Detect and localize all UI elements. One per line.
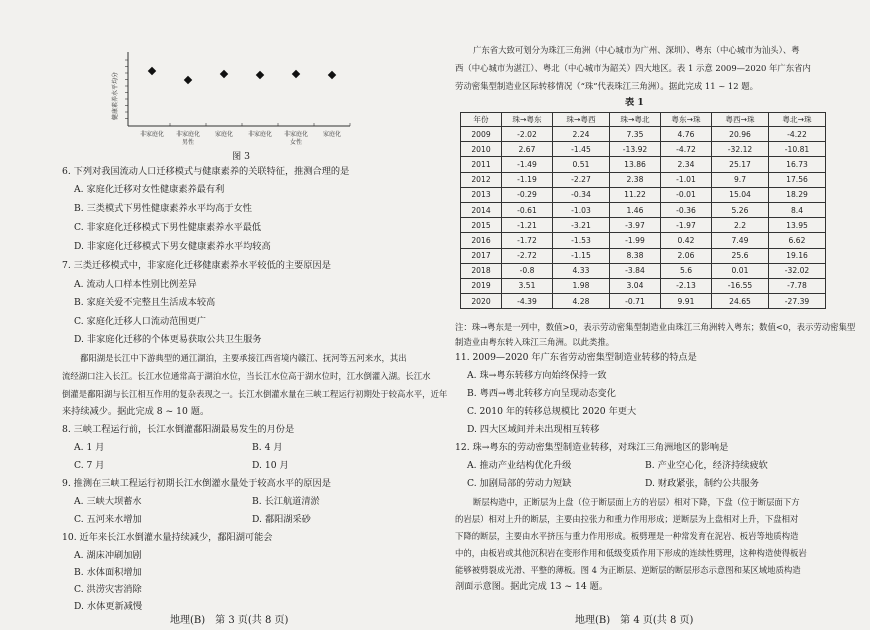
q9-stem: 9. 推测在三峡工程运行初期长江水倒灌水量处于较高水平的原因是: [62, 478, 331, 489]
table-cell: 13.86: [610, 157, 661, 172]
table-cell: 15.04: [712, 187, 769, 202]
table-cell: -10.81: [769, 142, 826, 157]
transfer-table: [460, 112, 826, 309]
table-row: [461, 172, 826, 187]
table-cell: 13.95: [769, 218, 826, 233]
figure-3-chart: [0, 0, 435, 160]
table-cell: 7.49: [712, 233, 769, 248]
table-cell: 1.46: [610, 202, 661, 217]
q9-option-a: A. 三峡大坝蓄水: [74, 496, 142, 507]
data-point: [148, 67, 156, 75]
table-row: [461, 157, 826, 172]
table-cell: 19.16: [769, 248, 826, 263]
q7-option-b: B. 家庭关爱不完整且生活成本较高: [74, 297, 216, 308]
q7-stem: 7. 三类迁移模式中，非家庭化迁移健康素养水平较低的主要原因是: [62, 260, 331, 271]
passage2-line-3: 下降的断层，主要由水平挤压与重力作用形成。板劈理是一种常发育在泥岩、板岩等地质构造: [455, 531, 799, 541]
table-cell: 6.62: [769, 233, 826, 248]
x-category-label: 非家庭化: [139, 131, 165, 138]
q10-option-b: B. 水体面积增加: [74, 567, 142, 578]
table-cell: -1.19: [502, 172, 553, 187]
table-cell: -4.22: [769, 127, 826, 142]
table-cell: 25.6: [712, 248, 769, 263]
table-cell: -0.8: [502, 263, 553, 278]
table-cell: 9.7: [712, 172, 769, 187]
q12-stem: 12. 珠→粤东的劳动密集型制造业转移，对珠江三角洲地区的影响是: [455, 442, 729, 453]
table-cell: 0.51: [553, 157, 610, 172]
table-cell: -32.12: [712, 142, 769, 157]
table-cell: 2.38: [610, 172, 661, 187]
table-cell: -1.45: [553, 142, 610, 157]
q8-option-d: D. 10 月: [252, 460, 289, 471]
table-cell: 25.17: [712, 157, 769, 172]
table-cell: -0.36: [661, 202, 712, 217]
table-cell: 2013: [461, 187, 502, 202]
table-cell: 0.42: [661, 233, 712, 248]
intro-line-3: 劳动密集型制造业区际转移情况（“珠”代表珠江三角洲）。据此完成 11 ~ 12 题。: [455, 81, 758, 91]
table-cell: 4.76: [661, 127, 712, 142]
table-cell: 2.67: [502, 142, 553, 157]
table-cell: 2011: [461, 157, 502, 172]
passage-line-3: 倒灌是鄱阳湖与长江相互作用的复杂表现之一。长江水倒灌水量在三峡工程运行初期处于较高水平，近年: [62, 389, 448, 399]
table-cell: 11.22: [610, 187, 661, 202]
data-point: [292, 70, 300, 78]
table-row: [461, 263, 826, 278]
table-cell: 8.4: [769, 202, 826, 217]
q12-option-c: C. 加剧局部的劳动力短缺: [467, 478, 572, 489]
table-cell: -32.02: [769, 263, 826, 278]
right-page: [435, 0, 870, 630]
x-category-label: 非家庭化: [175, 131, 201, 138]
table-row: [461, 142, 826, 157]
data-point: [220, 70, 228, 78]
table-cell: 2.24: [553, 127, 610, 142]
table-header-cell: 粤东→珠: [661, 113, 712, 127]
q6-option-c: C. 非家庭化迁移模式下男性健康素养水平最低: [74, 222, 262, 233]
table-cell: -1.15: [553, 248, 610, 263]
table-header-cell: 珠→粤西: [553, 113, 610, 127]
intro-line-1: 广东省大致可划分为珠江三角洲（中心城市为广州、深圳）、粤东（中心城市为汕头）、粤: [473, 45, 800, 55]
q12-option-b: B. 产业空心化，经济持续疲软: [645, 460, 768, 471]
x-category-label: 家庭化: [214, 131, 234, 138]
q10-option-c: C. 洪涝灾害消除: [74, 584, 142, 595]
x-category-label-line2: 女性: [289, 139, 303, 146]
table-cell: 2.34: [661, 157, 712, 172]
table-cell: 4.28: [553, 294, 610, 309]
passage2-line-4: 中的，由板岩或其他沉积岩在变形作用和低级变质作用下形成的连续性劈理，这种构造使得板岩: [455, 548, 807, 558]
table-cell: -27.39: [769, 294, 826, 309]
table-note-line-1: 注：珠→粤东是一列中，数值>0，表示劳动密集型制造业由珠江三角洲转入粤东；数值<0，表示劳动密集型: [455, 322, 856, 332]
table-cell: -2.27: [553, 172, 610, 187]
table-note-line-2: 制造业由粤东转入珠江三角洲。以此类推。: [455, 337, 615, 347]
table-cell: 0.01: [712, 263, 769, 278]
passage2-line-1: 断层构造中，正断层为上盘（位于断层面上方的岩层）相对下降，下盘（位于断层面下方: [473, 497, 800, 507]
table-cell: -1.53: [553, 233, 610, 248]
table-cell: -1.97: [661, 218, 712, 233]
table-cell: 2015: [461, 218, 502, 233]
q6-stem: 6. 下列对我国流动人口迁移模式与健康素养的关联特征，推测合理的是: [62, 166, 350, 177]
q8-stem: 8. 三峡工程运行前，长江水倒灌鄱阳湖最易发生的月份是: [62, 424, 295, 435]
table-cell: -1.99: [610, 233, 661, 248]
x-category-label: 家庭化: [322, 131, 342, 138]
table-cell: -2.72: [502, 248, 553, 263]
table-cell: 2017: [461, 248, 502, 263]
passage-line-2: 流经湖口注入长江。长江水位通常高于湖泊水位，当长江水位高于湖水位时，江水倒灌入湖。长江水: [62, 371, 431, 381]
table-cell: -1.72: [502, 233, 553, 248]
table-cell: -1.21: [502, 218, 553, 233]
page-footer-left: 地理(B) 第 3 页(共 8 页): [170, 615, 289, 626]
table-cell: -3.97: [610, 218, 661, 233]
q10-option-a: A. 湖床冲刷加剧: [74, 550, 142, 561]
table-cell: -1.03: [553, 202, 610, 217]
table-header-cell: 珠→粤东: [502, 113, 553, 127]
x-category-label: 非家庭化: [283, 131, 309, 138]
q11-option-c: C. 2010 年的转移总规模比 2020 年更大: [467, 406, 637, 417]
table-cell: 2010: [461, 142, 502, 157]
table-cell: 1.98: [553, 278, 610, 293]
table-cell: -2.13: [661, 278, 712, 293]
table-header-cell: 粤西→珠: [712, 113, 769, 127]
table-cell: -4.72: [661, 142, 712, 157]
q6-option-d: D. 非家庭化迁移模式下男女健康素养水平均较高: [74, 241, 271, 252]
q11-stem: 11. 2009—2020 年广东省劳动密集型制造业转移的特点是: [455, 352, 697, 363]
table-cell: 2020: [461, 294, 502, 309]
q6-option-b: B. 三类模式下男性健康素养水平均高于女性: [74, 203, 252, 214]
q7-option-a: A. 流动人口样本性别比例差异: [74, 279, 197, 290]
table-cell: 3.04: [610, 278, 661, 293]
passage2-line-6: 剖面示意图。据此完成 13 ~ 14 题。: [455, 581, 609, 592]
q12-option-d: D. 财政紧张，制约公共服务: [645, 478, 759, 489]
table-cell: 2016: [461, 233, 502, 248]
q9-option-b: B. 长江航道清淤: [252, 496, 320, 507]
table-cell: 9.91: [661, 294, 712, 309]
q10-option-d: D. 水体更新减慢: [74, 601, 143, 612]
table-cell: -13.92: [610, 142, 661, 157]
table-cell: 2.2: [712, 218, 769, 233]
table-cell: -3.84: [610, 263, 661, 278]
x-category-label: 非家庭化: [247, 131, 273, 138]
table-header-row: [461, 113, 826, 127]
table-cell: -0.29: [502, 187, 553, 202]
table-row: [461, 278, 826, 293]
x-category-label-line2: 男性: [181, 139, 195, 146]
q11-option-a: A. 珠→粤东转移方向始终保持一致: [467, 370, 607, 381]
table-cell: 2018: [461, 263, 502, 278]
table-cell: -1.49: [502, 157, 553, 172]
q6-option-a: A. 家庭化迁移对女性健康素养最有利: [74, 184, 225, 195]
q8-option-c: C. 7 月: [74, 460, 105, 471]
data-point: [256, 71, 264, 79]
q7-option-c: C. 家庭化迁移人口流动范围更广: [74, 316, 206, 327]
q7-option-d: D. 非家庭化迁移的个体更易获取公共卫生服务: [74, 334, 262, 345]
table-cell: 7.35: [610, 127, 661, 142]
table-cell: -1.01: [661, 172, 712, 187]
table-row: [461, 187, 826, 202]
table-cell: 3.51: [502, 278, 553, 293]
passage-line-1: 鄱阳湖是长江中下游典型的通江湖泊，主要承接江西省境内赣江、抚河等五河来水，其出: [80, 353, 407, 363]
table-cell: 24.65: [712, 294, 769, 309]
table-row: [461, 248, 826, 263]
table-cell: -3.21: [553, 218, 610, 233]
table-cell: 5.6: [661, 263, 712, 278]
table-cell: -0.71: [610, 294, 661, 309]
table-cell: 4.33: [553, 263, 610, 278]
table-header-cell: 珠→粤北: [610, 113, 661, 127]
data-point: [328, 71, 336, 79]
table-cell: 16.73: [769, 157, 826, 172]
table-row: [461, 202, 826, 217]
y-axis-label: 健康素养水平均分: [112, 71, 119, 120]
q9-option-d: D. 鄱阳湖采砂: [252, 514, 311, 525]
table-cell: 5.26: [712, 202, 769, 217]
table-row: [461, 127, 826, 142]
table-cell: -2.02: [502, 127, 553, 142]
table-cell: -7.78: [769, 278, 826, 293]
table-cell: 2012: [461, 172, 502, 187]
q8-option-a: A. 1 月: [74, 442, 105, 453]
table-header-cell: 粤北→珠: [769, 113, 826, 127]
table-cell: -16.55: [712, 278, 769, 293]
table-cell: 2014: [461, 202, 502, 217]
passage2-line-2: 的岩层）相对上升的断层，主要由拉张力和重力作用形成；逆断层为上盘相对上升，下盘相对: [455, 514, 799, 524]
table-cell: -0.01: [661, 187, 712, 202]
page-footer-right: 地理(B) 第 4 页(共 8 页): [575, 615, 694, 626]
table-cell: 8.38: [610, 248, 661, 263]
q10-stem: 10. 近年来长江水倒灌水量持续减少，鄱阳湖可能会: [62, 532, 273, 543]
intro-line-2: 西（中心城市为湛江）、粤北（中心城市为韶关）四大地区。表 1 示意 2009—2020 年广东省内: [455, 63, 811, 73]
table-cell: 2.06: [661, 248, 712, 263]
q8-option-b: B. 4 月: [252, 442, 283, 453]
table-cell: -0.34: [553, 187, 610, 202]
data-point: [184, 76, 192, 84]
q12-option-a: A. 推动产业结构优化升级: [467, 460, 572, 471]
q9-option-c: C. 五河来水增加: [74, 514, 142, 525]
q11-option-d: D. 四大区域间并未出现相互转移: [467, 424, 600, 435]
table-cell: -4.39: [502, 294, 553, 309]
table-cell: 2019: [461, 278, 502, 293]
table-cell: 20.96: [712, 127, 769, 142]
table-row: [461, 218, 826, 233]
table-title: 表 1: [625, 97, 644, 108]
q11-option-b: B. 粤西→粤北转移方向呈现动态变化: [467, 388, 616, 399]
table-cell: 17.56: [769, 172, 826, 187]
table-cell: 2009: [461, 127, 502, 142]
passage-line-4: 来持续减少。据此完成 8 ~ 10 题。: [62, 406, 210, 417]
table-row: [461, 294, 826, 309]
figure-caption: 图 3: [232, 151, 250, 162]
table-cell: 18.29: [769, 187, 826, 202]
table-cell: -0.61: [502, 202, 553, 217]
passage2-line-5: 能够被劈裂成光滑、平整的薄板。图 4 为正断层、逆断层的断层形态示意图和某区域地质构造: [455, 565, 801, 575]
table-row: [461, 233, 826, 248]
table-header-cell: 年份: [461, 113, 502, 127]
